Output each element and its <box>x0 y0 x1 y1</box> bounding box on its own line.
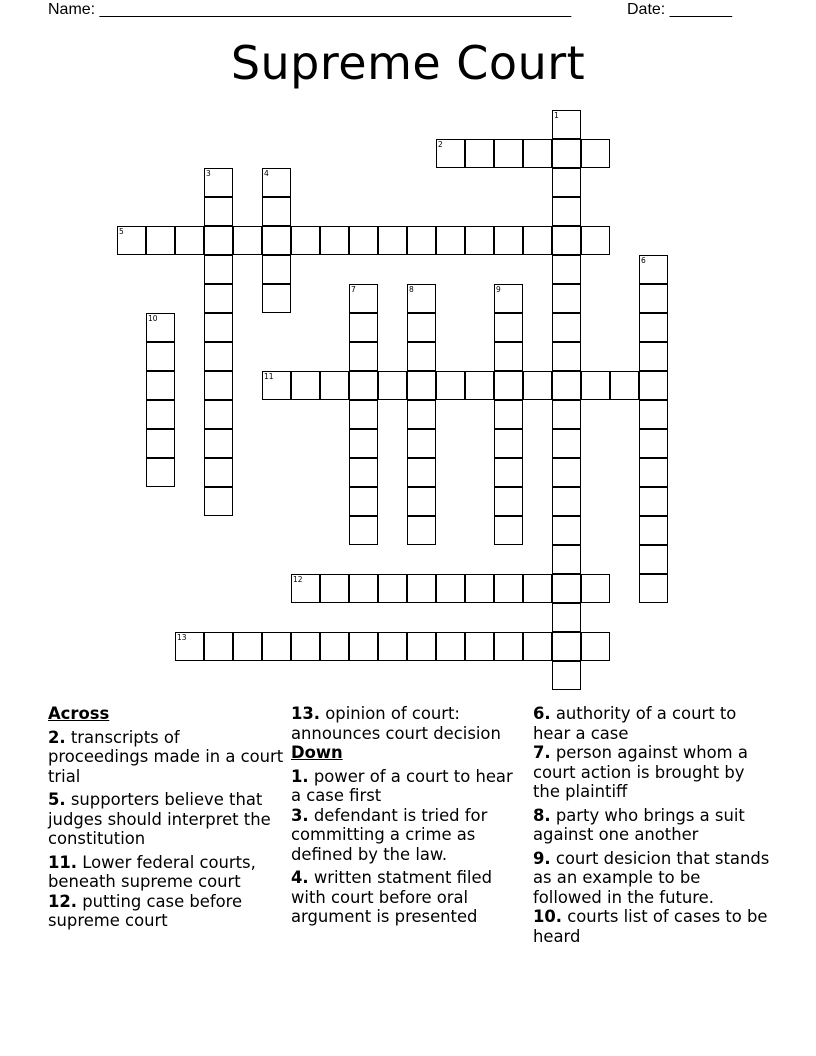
puzzle-title: Supreme Court <box>230 36 586 90</box>
grid-cell[interactable] <box>204 226 233 255</box>
grid-cell[interactable] <box>262 197 291 226</box>
grid-cell[interactable] <box>291 371 320 400</box>
clue-down-7 <box>533 743 773 802</box>
grid-cell[interactable] <box>204 313 233 342</box>
grid-cell[interactable] <box>204 632 233 661</box>
cell-number: 8 <box>409 285 414 294</box>
grid-cell[interactable] <box>378 632 407 661</box>
grid-cell[interactable] <box>436 226 465 255</box>
clue-number: 2. <box>48 727 66 747</box>
clues-column-1 <box>48 704 284 931</box>
grid-cell[interactable] <box>552 255 581 284</box>
grid-cell[interactable] <box>407 574 436 603</box>
grid-cell[interactable] <box>291 632 320 661</box>
clue-number: 3. <box>291 805 309 825</box>
grid-cell[interactable] <box>639 255 668 284</box>
grid-cell[interactable] <box>552 313 581 342</box>
grid-cell[interactable] <box>494 458 523 487</box>
grid-cell[interactable] <box>407 371 436 400</box>
grid-cell[interactable] <box>204 197 233 226</box>
cell-number: 10 <box>148 314 158 323</box>
grid-cell[interactable] <box>639 429 668 458</box>
grid-cell[interactable] <box>349 400 378 429</box>
grid-cell[interactable] <box>175 632 204 661</box>
cell-number: 9 <box>496 285 501 294</box>
grid-cell[interactable] <box>639 342 668 371</box>
grid-cell[interactable] <box>523 574 552 603</box>
grid-cell[interactable] <box>494 400 523 429</box>
cell-number: 2 <box>438 140 443 149</box>
grid-cell[interactable] <box>204 429 233 458</box>
grid-cell[interactable] <box>407 458 436 487</box>
clue-number: 7. <box>533 743 551 762</box>
grid-cell[interactable] <box>407 632 436 661</box>
grid-cell[interactable] <box>291 574 320 603</box>
grid-cell[interactable] <box>233 632 262 661</box>
grid-cell[interactable] <box>552 197 581 226</box>
grid-cell[interactable] <box>581 226 610 255</box>
grid-cell[interactable] <box>146 429 175 458</box>
name-field[interactable]: Name: _____________________________________________________ <box>48 1 572 18</box>
grid-cell[interactable] <box>407 284 436 313</box>
cell-number: 1 <box>554 111 559 120</box>
grid-cell[interactable] <box>494 371 523 400</box>
grid-cell[interactable] <box>494 139 523 168</box>
clue-across-11 <box>48 853 284 892</box>
clue-text: court desicion that stands as an example to be followed in the future. <box>533 848 770 907</box>
grid-cell[interactable] <box>494 429 523 458</box>
grid-cell[interactable] <box>436 632 465 661</box>
grid-cell[interactable] <box>146 226 175 255</box>
across-heading: Across <box>48 704 110 723</box>
grid-cell[interactable] <box>639 545 668 574</box>
grid-cell[interactable] <box>465 632 494 661</box>
grid-cell[interactable] <box>349 342 378 371</box>
grid-cell[interactable] <box>552 284 581 313</box>
clue-across-5 <box>48 790 284 849</box>
clue-down-6 <box>533 704 773 743</box>
grid-cell[interactable] <box>552 516 581 545</box>
clue-across-13 <box>291 704 527 743</box>
grid-cell[interactable] <box>349 371 378 400</box>
clue-down-8 <box>533 806 773 845</box>
grid-cell[interactable] <box>349 284 378 313</box>
clue-text: person against whom a court action is brought by the plaintiff <box>533 743 748 801</box>
grid-cell[interactable] <box>523 226 552 255</box>
grid-cell[interactable] <box>320 632 349 661</box>
grid-cell[interactable] <box>204 458 233 487</box>
clue-text: putting case before supreme court <box>48 891 243 930</box>
cell-number: 5 <box>119 227 124 236</box>
clue-number: 4. <box>291 868 309 887</box>
clue-across-2 <box>48 728 284 787</box>
grid-cell[interactable] <box>552 574 581 603</box>
grid-cell[interactable] <box>262 168 291 197</box>
grid-cell[interactable] <box>639 284 668 313</box>
grid-cell[interactable] <box>523 139 552 168</box>
grid-cell[interactable] <box>436 371 465 400</box>
grid-cell[interactable] <box>204 284 233 313</box>
grid-cell[interactable] <box>552 603 581 632</box>
grid-cell[interactable] <box>146 458 175 487</box>
clue-down-4 <box>291 868 527 927</box>
grid-cell[interactable] <box>378 371 407 400</box>
cell-number: 6 <box>641 256 646 265</box>
grid-cell[interactable] <box>494 487 523 516</box>
clue-down-3 <box>291 806 527 865</box>
clue-text: power of a court to hear a case first <box>291 766 513 805</box>
cell-number: 3 <box>206 169 211 178</box>
grid-cell[interactable] <box>465 226 494 255</box>
grid-cell[interactable] <box>407 429 436 458</box>
grid-cell[interactable] <box>407 516 436 545</box>
grid-cell[interactable] <box>639 458 668 487</box>
grid-cell[interactable] <box>262 255 291 284</box>
grid-cell[interactable] <box>465 139 494 168</box>
grid-cell[interactable] <box>639 574 668 603</box>
grid-cell[interactable] <box>175 226 204 255</box>
grid-cell[interactable] <box>320 371 349 400</box>
grid-cell[interactable] <box>407 313 436 342</box>
date-field[interactable]: Date: _______ <box>627 1 732 18</box>
grid-cell[interactable] <box>552 545 581 574</box>
grid-cell[interactable] <box>494 313 523 342</box>
grid-cell[interactable] <box>204 255 233 284</box>
grid-cell[interactable] <box>552 139 581 168</box>
grid-cell[interactable] <box>436 139 465 168</box>
grid-cell[interactable] <box>204 487 233 516</box>
grid-cell[interactable] <box>494 342 523 371</box>
grid-cell[interactable] <box>581 632 610 661</box>
grid-cell[interactable] <box>494 574 523 603</box>
grid-cell[interactable] <box>494 632 523 661</box>
clue-text: defendant is tried for committing a crime as defined by the law. <box>291 805 488 864</box>
grid-cell[interactable] <box>581 574 610 603</box>
clue-text: written statment filed with court before oral argument is presented <box>291 868 492 926</box>
grid-cell[interactable] <box>262 284 291 313</box>
grid-cell[interactable] <box>552 661 581 690</box>
grid-cell[interactable] <box>204 342 233 371</box>
grid-cell[interactable] <box>552 371 581 400</box>
clue-text: authority of a court to hear a case <box>533 704 737 743</box>
clues-column-2 <box>291 704 527 927</box>
grid-cell[interactable] <box>552 342 581 371</box>
cell-number: 7 <box>351 285 356 294</box>
grid-cell[interactable] <box>349 632 378 661</box>
grid-cell[interactable] <box>349 313 378 342</box>
clue-text: courts list of cases to be heard <box>533 907 768 946</box>
grid-cell[interactable] <box>523 371 552 400</box>
grid-cell[interactable] <box>494 226 523 255</box>
clue-number: 9. <box>533 848 551 868</box>
grid-cell[interactable] <box>349 458 378 487</box>
clue-number: 13. <box>291 704 321 723</box>
grid-cell[interactable] <box>349 429 378 458</box>
grid-cell[interactable] <box>407 487 436 516</box>
grid-cell[interactable] <box>465 371 494 400</box>
clue-down-1 <box>291 767 527 806</box>
cell-number: 11 <box>264 372 274 381</box>
cell-number: 4 <box>264 169 269 178</box>
grid-cell[interactable] <box>639 313 668 342</box>
grid-cell[interactable] <box>407 226 436 255</box>
grid-cell[interactable] <box>465 574 494 603</box>
grid-cell[interactable] <box>204 168 233 197</box>
clue-number: 11. <box>48 852 78 872</box>
grid-cell[interactable] <box>552 168 581 197</box>
grid-cell[interactable] <box>349 574 378 603</box>
grid-cell[interactable] <box>262 226 291 255</box>
clue-text: transcripts of proceedings made in a court trial <box>48 727 284 786</box>
grid-cell[interactable] <box>552 458 581 487</box>
grid-cell[interactable] <box>581 139 610 168</box>
grid-cell[interactable] <box>552 429 581 458</box>
clue-text: party who brings a suit against one another <box>533 805 745 844</box>
clue-number: 1. <box>291 766 309 786</box>
grid-cell[interactable] <box>349 487 378 516</box>
grid-cell[interactable] <box>320 574 349 603</box>
grid-cell[interactable] <box>523 632 552 661</box>
clue-number: 10. <box>533 907 563 926</box>
grid-cell[interactable] <box>378 226 407 255</box>
grid-cell[interactable] <box>639 371 668 400</box>
clue-down-9 <box>533 849 773 908</box>
grid-cell[interactable] <box>146 313 175 342</box>
grid-cell[interactable] <box>262 632 291 661</box>
clue-text: Lower federal courts, beneath supreme court <box>48 852 256 891</box>
clue-number: 6. <box>533 704 551 723</box>
cell-number: 12 <box>293 575 303 584</box>
grid-cell[interactable] <box>291 226 320 255</box>
grid-cell[interactable] <box>552 632 581 661</box>
grid-cell[interactable] <box>146 400 175 429</box>
clue-text: opinion of court: announces court decision <box>291 704 501 743</box>
grid-cell[interactable] <box>639 487 668 516</box>
grid-cell[interactable] <box>552 487 581 516</box>
grid-cell[interactable] <box>494 284 523 313</box>
grid-cell[interactable] <box>552 400 581 429</box>
grid-cell[interactable] <box>552 226 581 255</box>
clue-number: 8. <box>533 805 551 825</box>
grid-cell[interactable] <box>146 371 175 400</box>
grid-cell[interactable] <box>204 400 233 429</box>
grid-cell[interactable] <box>204 371 233 400</box>
grid-cell[interactable] <box>581 371 610 400</box>
grid-cell[interactable] <box>610 371 639 400</box>
clue-text: supporters believe that judges should interpret the constitution <box>48 790 271 848</box>
grid-cell[interactable] <box>378 574 407 603</box>
cell-number: 13 <box>177 633 187 642</box>
grid-cell[interactable] <box>494 516 523 545</box>
clue-down-10 <box>533 907 773 946</box>
grid-cell[interactable] <box>117 226 146 255</box>
clue-number: 12. <box>48 891 78 911</box>
grid-cell[interactable] <box>349 516 378 545</box>
clue-across-12 <box>48 892 284 931</box>
grid-cell[interactable] <box>262 371 291 400</box>
clue-number: 5. <box>48 790 66 809</box>
grid-cell[interactable] <box>639 400 668 429</box>
grid-cell[interactable] <box>552 110 581 139</box>
clues-column-3 <box>533 704 773 946</box>
grid-cell[interactable] <box>407 400 436 429</box>
grid-cell[interactable] <box>639 516 668 545</box>
grid-cell[interactable] <box>320 226 349 255</box>
grid-cell[interactable] <box>349 226 378 255</box>
grid-cell[interactable] <box>146 342 175 371</box>
grid-cell[interactable] <box>407 342 436 371</box>
down-heading: Down <box>291 743 343 762</box>
grid-cell[interactable] <box>436 574 465 603</box>
grid-cell[interactable] <box>233 226 262 255</box>
